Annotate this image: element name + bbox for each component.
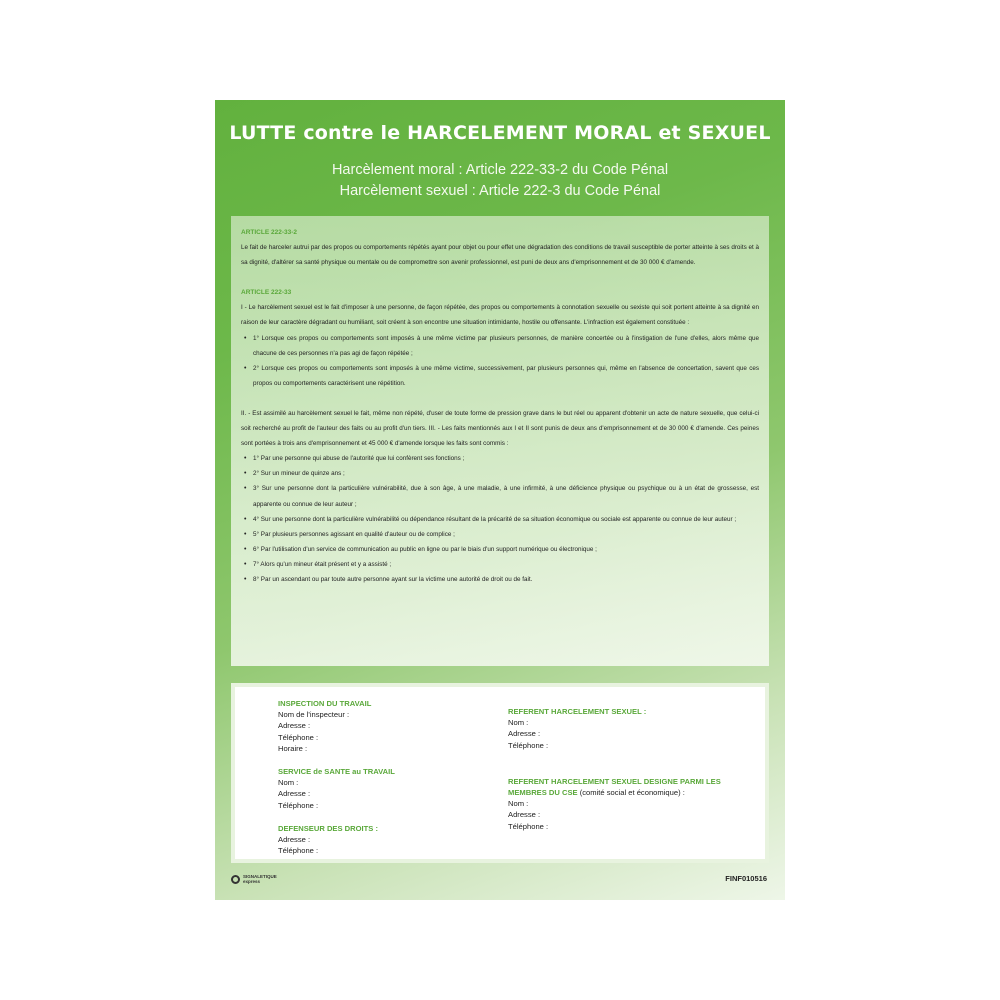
logo-icon [231, 875, 240, 884]
field-label: Nom de l'inspecteur : [278, 710, 350, 720]
logo-line-2: express [243, 879, 261, 884]
sante-block [278, 766, 395, 811]
list-item: • 5° Par plusieurs personnes agissant en qualité d'auteur ou de complice ; [253, 527, 759, 542]
logo-line-1: SIGNALETIQUE [243, 874, 277, 879]
field-label: Adresse : [278, 789, 311, 799]
list-item: • 8° Par un ascendant ou par toute autre personne ayant sur la victime une autorité de droit ou de fait. [253, 572, 759, 587]
field-label: Adresse : [278, 721, 311, 731]
contacts-left-column [278, 698, 395, 868]
contacts-right-column [508, 706, 738, 844]
defenseur-heading: DEFENSEUR DES DROITS : [278, 823, 378, 833]
article-222-33-intro: I - Le harcèlement sexuel est le fait d'imposer à une personne, de façon répétée, des propos ou comportements à connotation sexuelle ou sexiste qui soit portent atteinte à sa dignité en raison de leur caractère dégradant ou humiliant, soit créent à son encontre une situation intimidante, hostile ou offensante. L'infraction est également constituée : [241, 304, 759, 327]
poster-title: LUTTE contre le HARCELEMENT MORAL et SEXUEL [229, 122, 771, 144]
article-222-33-part-2: II. - Est assimilé au harcèlement sexuel le fait, même non répété, d'user de toute forme de pression grave dans le but réel ou apparent d'obtenir un acte de nature sexuelle, que celui-ci soit recherché au profit de l'auteur des faits ou au profit d'un tiers. III. - Les faits mentionnés aux I et II sont punis de deux ans d'emprisonnement et de 30 000 € d'amende. Ces peines sont portées à trois ans d'emprisonnement et 45 000 € d'amende lorsque les faits sont commis : [241, 409, 759, 448]
field-label: Téléphone : [278, 732, 319, 742]
list-item: • 1° Lorsque ces propos ou comportements sont imposés à une même victime par plusieurs personnes, de manière concertée ou à l'instigation de l'une d'elles, alors même que chacune de ces personnes n'a pas agi de façon répétée ; [253, 331, 759, 361]
brand-logo [231, 872, 277, 886]
list-item: • 2° Lorsque ces propos ou comportements sont imposés à une même victime, successivement, par plusieurs personnes qui, même en l'absence de concertation, savent que ces propos ou comportements caractérisent une répétition. [253, 361, 759, 391]
field-label: Téléphone : [508, 740, 549, 750]
list-item: • 2° Sur un mineur de quinze ans ; [253, 466, 759, 481]
subtitle-sexuel: Harcèlement sexuel : Article 222-3 du Code Pénal [339, 183, 661, 199]
list-item: • 4° Sur une personne dont la particulière vulnérabilité ou dépendance résultant de la précarité de sa situation économique ou sociale est apparente ou connue de leur auteur ; [253, 512, 759, 527]
field-label: Adresse : [508, 729, 541, 739]
list-item: • 7° Alors qu'un mineur était présent et y a assisté ; [253, 557, 759, 572]
list-item: • 1° Par une personne qui abuse de l'autorité que lui confèrent ses fonctions ; [253, 451, 759, 466]
inspection-block [278, 698, 395, 754]
referent-heading: REFERENT HARCELEMENT SEXUEL : [508, 707, 647, 716]
referent-cse-heading: REFERENT HARCELEMENT SEXUEL DESIGNE PARMI LES MEMBRES DU CSE [508, 776, 721, 798]
product-reference: FINF010516 [725, 874, 767, 883]
field-label: Téléphone : [278, 800, 319, 810]
field-label: Adresse : [508, 810, 541, 820]
article-222-33-list-1 [241, 331, 759, 391]
poster [215, 100, 785, 900]
field-label: Horaire : [278, 743, 308, 753]
field-label: Nom : [278, 778, 299, 788]
field-label: Nom : [508, 799, 529, 809]
defenseur-block [278, 823, 395, 857]
field-label: Téléphone : [508, 821, 549, 831]
referent-cse-note: (comité social et économique) : [577, 788, 685, 798]
contacts-box [231, 683, 769, 863]
article-222-33-list-2 [241, 451, 759, 587]
article-222-33-2-text: Le fait de harceler autrui par des propos ou comportements répétés ayant pour objet ou pour effet une dégradation des conditions de travail susceptible de porter atteinte à ses droits et à sa dignité, d'altérer sa santé physique ou mentale ou de compromettre son avenir professionnel, est puni de deux ans d'emprisonnement et de 30 000 € d'amende. [241, 244, 759, 267]
article-222-33-heading: ARTICLE 222-33 [241, 289, 292, 297]
list-item: • 6° Par l'utilisation d'un service de communication au public en ligne ou par le biais d'un support numérique ou électronique ; [253, 542, 759, 557]
list-item: • 3° Sur une personne dont la particulière vulnérabilité, due à son âge, à une maladie, à une infirmité, à une déficience physique ou psychique ou à un état de grossesse, est apparente ou connue de leur auteur ; [253, 481, 759, 511]
field-label: Adresse : [278, 835, 311, 845]
sante-heading: SERVICE de SANTE au TRAVAIL [278, 767, 395, 777]
field-label: Nom : [508, 718, 529, 728]
law-text-box [231, 216, 769, 666]
referent-cse-block [508, 776, 738, 832]
subtitle-moral: Harcèlement moral : Article 222-33-2 du Code Pénal [331, 162, 669, 178]
article-222-33-2-heading: ARTICLE 222-33-2 [241, 229, 297, 236]
inspection-heading: INSPECTION DU TRAVAIL [278, 699, 372, 708]
field-label: Téléphone : [278, 846, 319, 856]
referent-cse-heading-line [508, 776, 738, 798]
referent-block [508, 706, 738, 751]
